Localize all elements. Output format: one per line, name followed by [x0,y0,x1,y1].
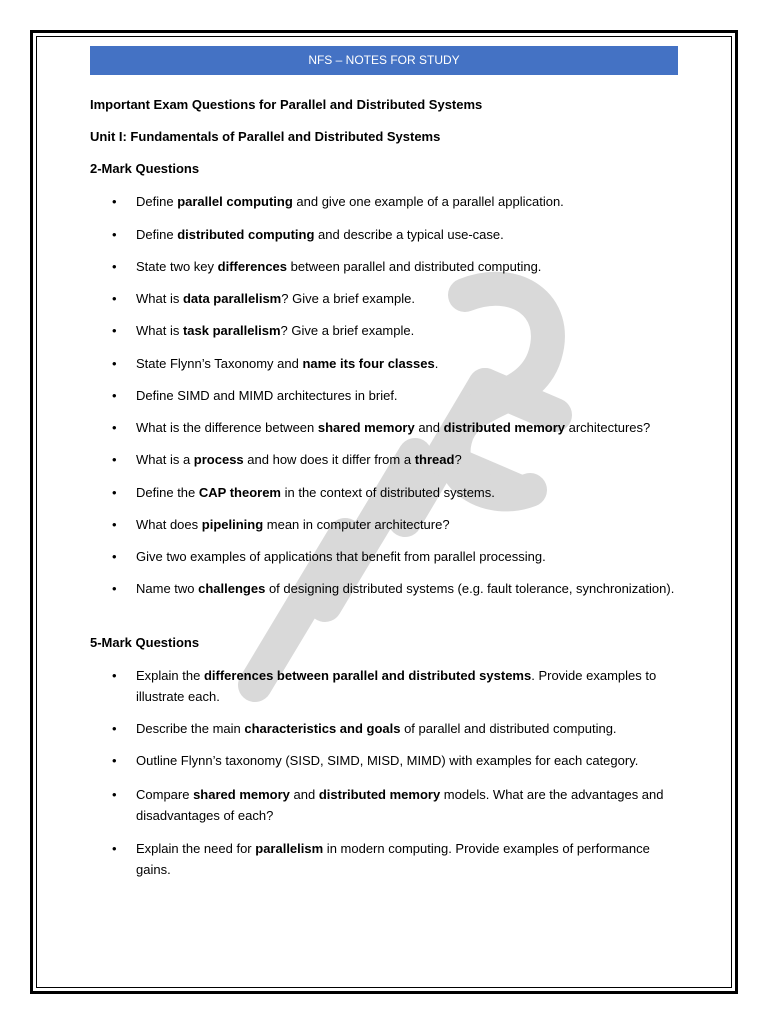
question-item: What is a process and how does it differ from a thread? [136,452,462,467]
bullet-icon: • [112,291,117,306]
bullet-icon: • [112,388,117,403]
question-item: Outline Flynn’s taxonomy (SISD, SIMD, MISD, MIMD) with examples for each category. [136,753,639,768]
question-item: Define parallel computing and give one example of a parallel application. [136,194,564,209]
question-item: Explain the differences between parallel and distributed systems. Provide examples to illustrate each. [136,668,657,704]
bullet-icon: • [112,227,117,242]
unit-heading: Unit I: Fundamentals of Parallel and Distributed Systems [90,129,441,144]
question-item: Define the CAP theorem in the context of distributed systems. [136,485,495,500]
bullet-icon: • [112,323,117,338]
question-item: State two key differences between parallel and distributed computing. [136,259,542,274]
question-item: What is task parallelism? Give a brief example. [136,323,415,338]
question-item: Describe the main characteristics and goals of parallel and distributed computing. [136,721,617,736]
question-item: What does pipelining mean in computer architecture? [136,517,450,532]
bullet-icon: • [112,452,117,467]
bullet-icon: • [112,356,117,371]
question-item: Give two examples of applications that benefit from parallel processing. [136,549,546,564]
bullet-icon: • [112,549,117,564]
section-heading: 5-Mark Questions [90,635,200,650]
question-item: State Flynn’s Taxonomy and name its four classes. [136,356,439,371]
bullet-icon: • [112,721,117,736]
bullet-icon: • [112,420,117,435]
section-heading: 2-Mark Questions [90,161,200,176]
bullet-icon: • [112,668,117,683]
question-item: Define distributed computing and describe a typical use-case. [136,227,504,242]
question-item: Name two challenges of designing distributed systems (e.g. fault tolerance, synchronization). [136,581,675,596]
question-item: What is data parallelism? Give a brief example. [136,291,415,306]
question-item: Explain the need for parallelism in modern computing. Provide examples of performance gains. [136,841,650,877]
bullet-icon: • [112,841,117,856]
bullet-icon: • [112,259,117,274]
bullet-icon: • [112,581,117,596]
bullet-icon: • [112,787,117,802]
bullet-icon: • [112,485,117,500]
question-item: Compare shared memory and distributed memory models. What are the advantages and disadvantages of each? [136,787,664,823]
header-banner: NFS – NOTES FOR STUDY [90,46,678,75]
document-title: Important Exam Questions for Parallel and Distributed Systems [90,97,483,112]
bullet-icon: • [112,753,117,768]
bullet-icon: • [112,194,117,209]
question-item: What is the difference between shared memory and distributed memory architectures? [136,420,651,435]
question-item: Define SIMD and MIMD architectures in brief. [136,388,398,403]
bullet-icon: • [112,517,117,532]
